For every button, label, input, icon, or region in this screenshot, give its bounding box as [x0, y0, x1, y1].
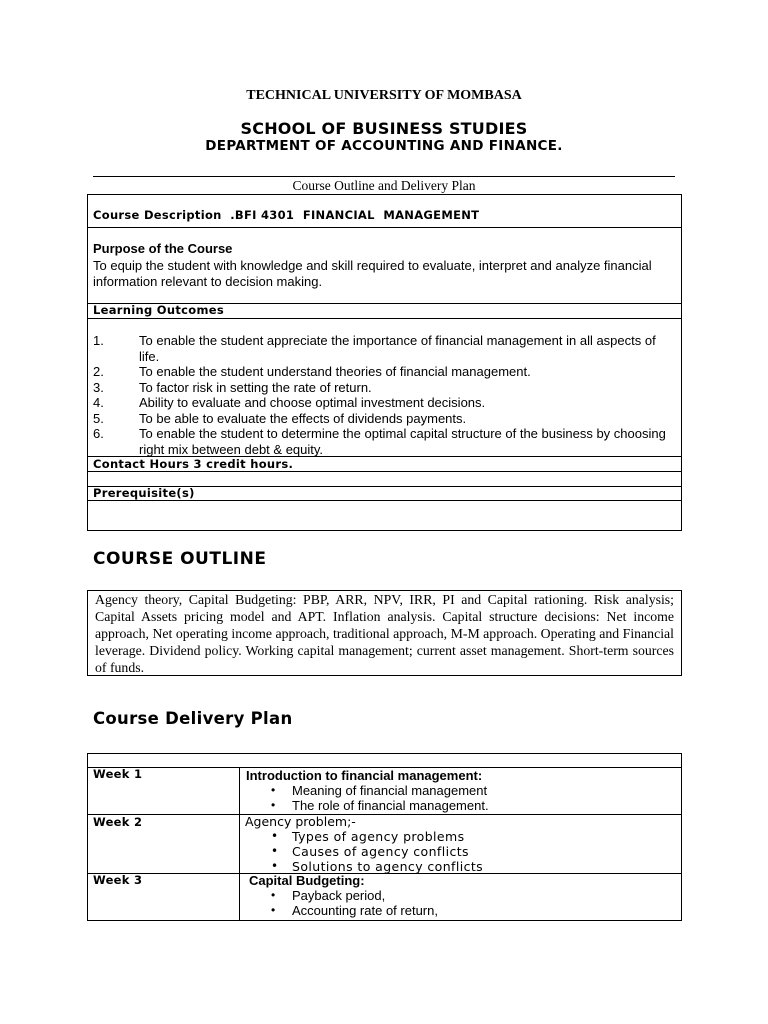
list-item: 3. To factor risk in setting the rate of return. [93, 379, 372, 395]
week-topic-list [246, 829, 676, 874]
list-item: 2. To enable the student understand theories of financial management. [93, 364, 531, 379]
list-item: 4. Ability to evaluate and choose optimal investment decisions. [93, 395, 486, 410]
week-topic-title: Agency problem;- [245, 814, 356, 829]
week-topic-list [246, 888, 676, 918]
list-item: 1. To enable the student appreciate the importance of financial management in all aspects of life. [93, 333, 656, 364]
week-topic-title: Capital Budgeting: [249, 873, 365, 888]
contact-hours: Contact Hours 3 credit hours. [93, 457, 294, 471]
list-item: • Solutions to agency conflicts [271, 859, 484, 874]
learning-outcomes-heading: Learning Outcomes [93, 303, 225, 317]
week-topic-title: Introduction to financial management: [246, 768, 483, 783]
header-rule [93, 176, 675, 177]
course-delivery-heading: Course Delivery Plan [93, 709, 293, 728]
table-divider [87, 500, 682, 501]
list-item: 5. To be able to evaluate the effects of dividends payments. [93, 410, 467, 426]
purpose-text: To equip the student with knowledge and skill required to evaluate, interpret and analyze financial information relevant to decision making. [93, 258, 652, 289]
list-item: • Accounting rate of return, [271, 903, 438, 918]
list-item: • Payback period, [271, 888, 386, 903]
school-name: SCHOOL OF BUSINESS STUDIES [240, 119, 528, 138]
university-name: TECHNICAL UNIVERSITY OF MOMBASA [246, 88, 522, 103]
week-topic-list [246, 783, 676, 813]
table-divider [87, 227, 682, 228]
prerequisites-heading: Prerequisite(s) [93, 486, 195, 500]
list-item: • Meaning of financial management [271, 783, 488, 798]
course-outline-heading: COURSE OUTLINE [93, 549, 267, 569]
table-divider [87, 318, 682, 319]
table-divider [87, 471, 682, 472]
table-column-divider [239, 767, 240, 921]
course-outline-text: Agency theory, Capital Budgeting: PBP, ARR, NPV, IRR, PI and Capital rationing. Risk analysis; Capital Assets pricing model and APT. Inflation analysis. Capital structure decisions: Net income approach, Net operating income approach, traditional approach, M-M approach. Operating and Financial leverage. Dividend policy. Working capital management; current asset management. Short-term sources of funds. [95, 592, 674, 675]
purpose-heading: Purpose of the Course [93, 241, 233, 256]
week-label: Week 3 [93, 873, 143, 887]
list-item: 6. To enable the student to determine the optimal capital structure of the business by choosing right mix between debt & equity. [93, 426, 666, 457]
table-divider [87, 814, 682, 815]
week-label: Week 1 [93, 767, 143, 781]
learning-outcomes-list [93, 333, 678, 457]
department-name: DEPARTMENT OF ACCOUNTING AND FINANCE. [205, 138, 563, 154]
list-item: • Types of agency problems [271, 829, 465, 844]
course-outline-box [87, 590, 682, 676]
course-description: Course Description .BFI 4301 FINANCIAL MANAGEMENT [93, 208, 480, 222]
plan-title: Course Outline and Delivery Plan [292, 178, 476, 193]
list-item: • Causes of agency conflicts [271, 844, 469, 859]
list-item: • The role of financial management. [271, 798, 489, 813]
week-label: Week 2 [93, 815, 143, 829]
